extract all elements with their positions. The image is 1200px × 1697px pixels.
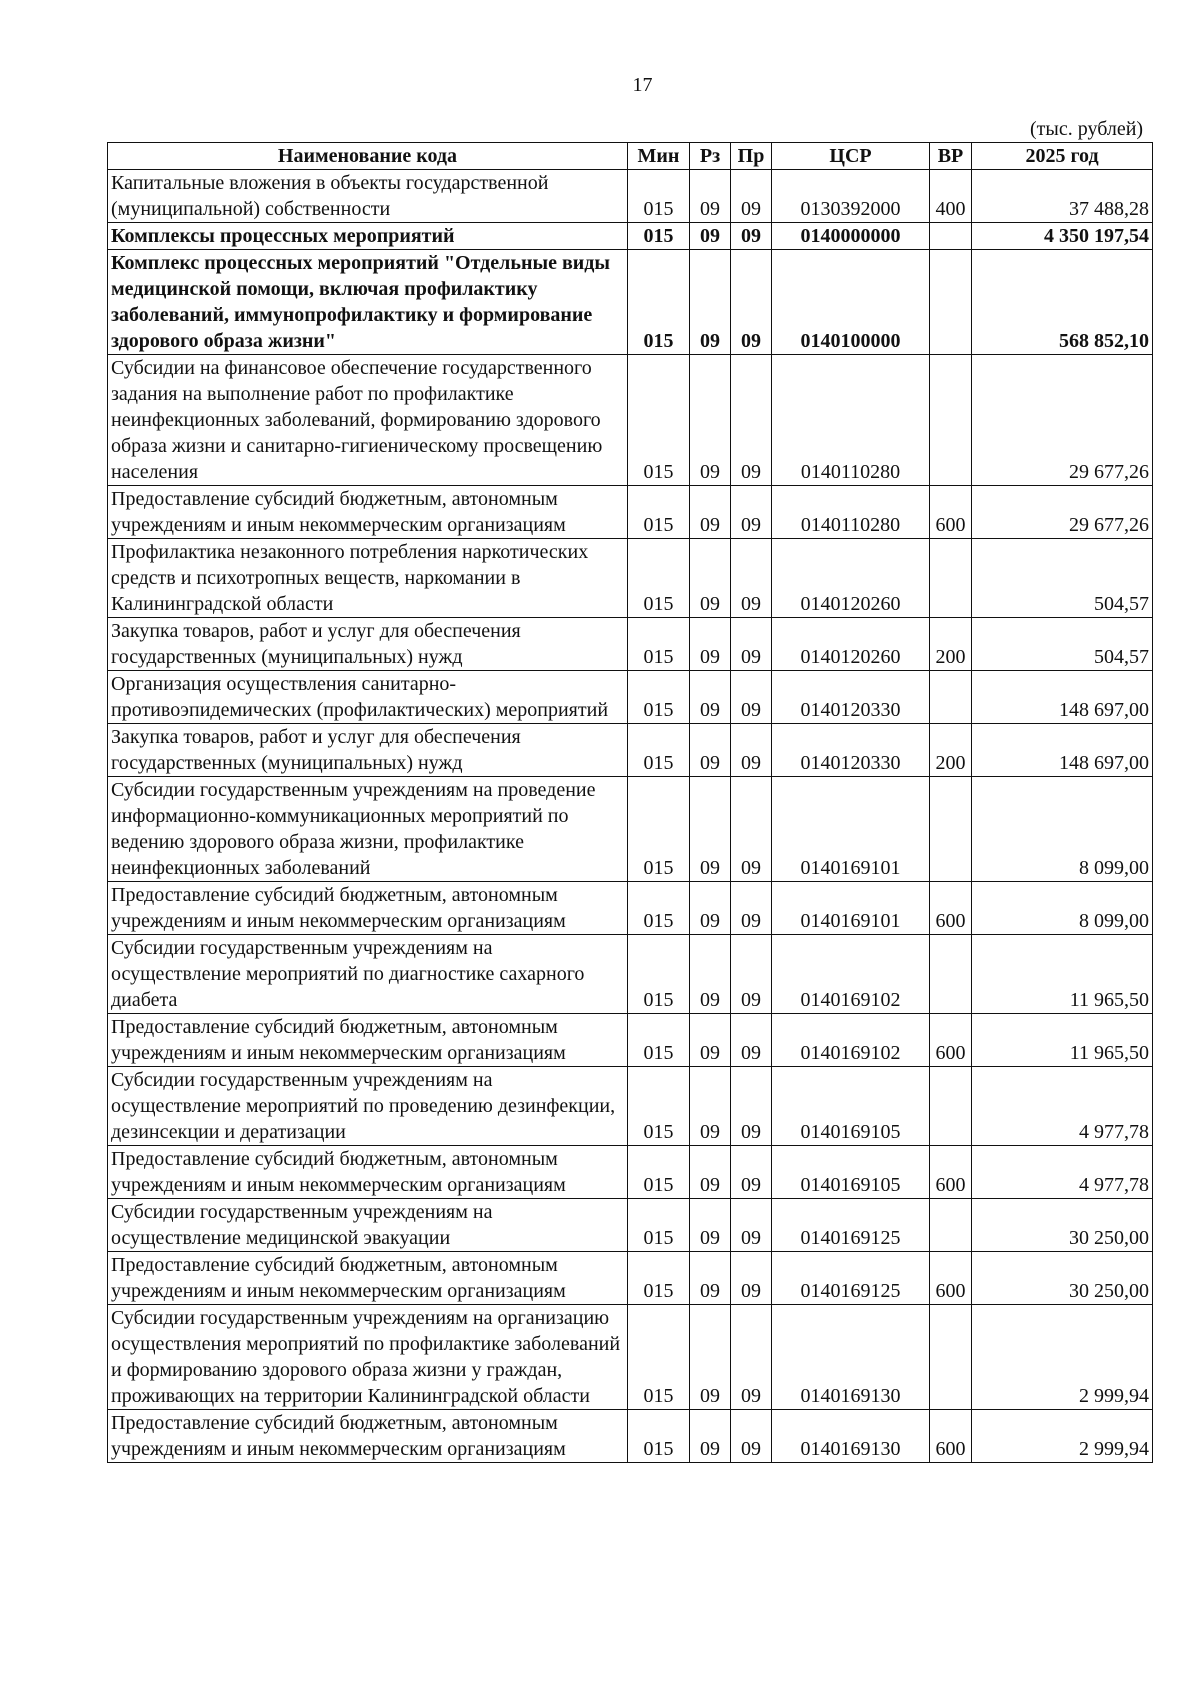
cell-name: Субсидии государственным учреждениям на проведение информационно-коммуникационных мероприятий по ведению здорового образа жизни, профилактике неинфекционных заболеваний [108,777,628,882]
cell-csr: 0140169130 [772,1305,930,1410]
cell-name: Профилактика незаконного потребления наркотических средств и психотропных веществ, наркомании в Калининградской области [108,539,628,618]
cell-pr: 09 [731,355,772,486]
cell-pr: 09 [731,170,772,223]
cell-pr: 09 [731,1305,772,1410]
cell-vr [930,671,972,724]
cell-amount: 4 977,78 [972,1146,1153,1199]
table-row [108,355,1153,486]
cell-csr: 0140120330 [772,671,930,724]
cell-rz: 09 [690,250,731,355]
cell-csr: 0140169125 [772,1252,930,1305]
cell-min: 015 [628,882,690,935]
cell-csr: 0140169130 [772,1410,930,1463]
cell-pr: 09 [731,1199,772,1252]
cell-csr: 0140110280 [772,355,930,486]
header-rz: Рз [690,143,731,170]
cell-rz: 09 [690,618,731,671]
cell-vr: 400 [930,170,972,223]
cell-pr: 09 [731,1067,772,1146]
cell-pr: 09 [731,1146,772,1199]
cell-amount: 8 099,00 [972,777,1153,882]
cell-pr: 09 [731,882,772,935]
table-row [108,1410,1153,1463]
cell-rz: 09 [690,935,731,1014]
cell-amount: 37 488,28 [972,170,1153,223]
cell-pr: 09 [731,618,772,671]
cell-csr: 0140120330 [772,724,930,777]
cell-csr: 0140120260 [772,618,930,671]
cell-min: 015 [628,1305,690,1410]
cell-rz: 09 [690,1146,731,1199]
cell-name: Предоставление субсидий бюджетным, автономным учреждениям и иным некоммерческим организациям [108,1146,628,1199]
cell-vr [930,355,972,486]
cell-min: 015 [628,1252,690,1305]
cell-csr: 0140169102 [772,935,930,1014]
cell-pr: 09 [731,724,772,777]
cell-min: 015 [628,486,690,539]
cell-rz: 09 [690,539,731,618]
cell-csr: 0140169102 [772,1014,930,1067]
cell-vr [930,1305,972,1410]
units-label: (тыс. рублей) [1030,118,1144,140]
table-row [108,618,1153,671]
cell-pr: 09 [731,1410,772,1463]
cell-min: 015 [628,1014,690,1067]
cell-rz: 09 [690,355,731,486]
cell-vr: 600 [930,1014,972,1067]
cell-amount: 568 852,10 [972,250,1153,355]
cell-pr: 09 [731,671,772,724]
cell-vr [930,1199,972,1252]
cell-name: Предоставление субсидий бюджетным, автономным учреждениям и иным некоммерческим организациям [108,1410,628,1463]
cell-vr [930,539,972,618]
cell-amount: 4 350 197,54 [972,223,1153,250]
table-row [108,223,1153,250]
cell-csr: 0140100000 [772,250,930,355]
cell-rz: 09 [690,777,731,882]
table-row [108,170,1153,223]
cell-rz: 09 [690,223,731,250]
cell-name: Комплексы процессных мероприятий [108,223,628,250]
cell-pr: 09 [731,1252,772,1305]
cell-name: Предоставление субсидий бюджетным, автономным учреждениям и иным некоммерческим организациям [108,1014,628,1067]
table-row [108,1252,1153,1305]
cell-min: 015 [628,1146,690,1199]
table-row [108,935,1153,1014]
cell-amount: 2 999,94 [972,1305,1153,1410]
cell-amount: 2 999,94 [972,1410,1153,1463]
table-row [108,882,1153,935]
cell-name: Субсидии государственным учреждениям на организацию осуществления мероприятий по профилактике заболеваний и формированию здорового образа жизни у граждан, проживающих на территории Калининградской области [108,1305,628,1410]
cell-vr: 200 [930,618,972,671]
cell-csr: 0130392000 [772,170,930,223]
cell-name: Субсидии государственным учреждениям на осуществление мероприятий по проведению дезинфекции, дезинсекции и дератизации [108,1067,628,1146]
cell-min: 015 [628,1067,690,1146]
table-row [108,671,1153,724]
cell-pr: 09 [731,539,772,618]
cell-rz: 09 [690,1305,731,1410]
cell-csr: 0140169125 [772,1199,930,1252]
cell-vr: 600 [930,486,972,539]
cell-amount: 8 099,00 [972,882,1153,935]
cell-name: Закупка товаров, работ и услуг для обеспечения государственных (муниципальных) нужд [108,724,628,777]
table-row [108,1199,1153,1252]
cell-vr [930,250,972,355]
cell-pr: 09 [731,935,772,1014]
cell-rz: 09 [690,882,731,935]
cell-min: 015 [628,355,690,486]
cell-vr: 600 [930,882,972,935]
cell-amount: 30 250,00 [972,1252,1153,1305]
cell-min: 015 [628,618,690,671]
table-body [108,170,1153,1463]
cell-rz: 09 [690,1014,731,1067]
cell-vr: 600 [930,1146,972,1199]
cell-amount: 148 697,00 [972,724,1153,777]
cell-min: 015 [628,935,690,1014]
cell-amount: 148 697,00 [972,671,1153,724]
cell-amount: 29 677,26 [972,486,1153,539]
budget-table [107,142,1153,1463]
cell-pr: 09 [731,777,772,882]
cell-name: Субсидии государственным учреждениям на осуществление мероприятий по диагностике сахарного диабета [108,935,628,1014]
table-row [108,1014,1153,1067]
table-row [108,777,1153,882]
cell-min: 015 [628,671,690,724]
cell-rz: 09 [690,170,731,223]
cell-min: 015 [628,1410,690,1463]
header-pr: Пр [731,143,772,170]
header-csr: ЦСР [772,143,930,170]
cell-min: 015 [628,250,690,355]
header-year: 2025 год [972,143,1153,170]
cell-vr: 600 [930,1410,972,1463]
cell-csr: 0140169101 [772,882,930,935]
cell-csr: 0140169101 [772,777,930,882]
page-number: 17 [632,74,653,96]
cell-pr: 09 [731,223,772,250]
cell-min: 015 [628,170,690,223]
table-row [108,250,1153,355]
table-row [108,486,1153,539]
cell-min: 015 [628,223,690,250]
cell-csr: 0140000000 [772,223,930,250]
cell-amount: 29 677,26 [972,355,1153,486]
header-vr: ВР [930,143,972,170]
cell-name: Закупка товаров, работ и услуг для обеспечения государственных (муниципальных) нужд [108,618,628,671]
cell-amount: 11 965,50 [972,935,1153,1014]
cell-pr: 09 [731,486,772,539]
cell-rz: 09 [690,486,731,539]
cell-name: Организация осуществления санитарно-противоэпидемических (профилактических) мероприятий [108,671,628,724]
cell-rz: 09 [690,1067,731,1146]
table-row [108,1067,1153,1146]
cell-vr [930,223,972,250]
table-row [108,539,1153,618]
cell-name: Субсидии на финансовое обеспечение государственного задания на выполнение работ по профилактике неинфекционных заболеваний, формированию здорового образа жизни и санитарно-гигиеническому просвещению населения [108,355,628,486]
cell-csr: 0140120260 [772,539,930,618]
cell-rz: 09 [690,1252,731,1305]
cell-vr [930,777,972,882]
cell-min: 015 [628,1199,690,1252]
cell-amount: 504,57 [972,618,1153,671]
cell-vr [930,935,972,1014]
header-row [108,143,1153,170]
cell-rz: 09 [690,724,731,777]
cell-name: Субсидии государственным учреждениям на осуществление медицинской эвакуации [108,1199,628,1252]
cell-name: Предоставление субсидий бюджетным, автономным учреждениям и иным некоммерческим организациям [108,1252,628,1305]
cell-name: Комплекс процессных мероприятий "Отдельные виды медицинской помощи, включая профилактику заболеваний, иммунопрофилактику и формирование здорового образа жизни" [108,250,628,355]
header-min: Мин [628,143,690,170]
table-row [108,724,1153,777]
cell-name: Предоставление субсидий бюджетным, автономным учреждениям и иным некоммерческим организациям [108,486,628,539]
cell-amount: 4 977,78 [972,1067,1153,1146]
header-name: Наименование кода [108,143,628,170]
cell-vr: 200 [930,724,972,777]
cell-name: Предоставление субсидий бюджетным, автономным учреждениям и иным некоммерческим организациям [108,882,628,935]
cell-amount: 30 250,00 [972,1199,1153,1252]
table-row [108,1146,1153,1199]
cell-amount: 504,57 [972,539,1153,618]
cell-csr: 0140169105 [772,1067,930,1146]
cell-rz: 09 [690,1410,731,1463]
cell-csr: 0140169105 [772,1146,930,1199]
cell-pr: 09 [731,1014,772,1067]
cell-vr [930,1067,972,1146]
cell-min: 015 [628,724,690,777]
cell-min: 015 [628,777,690,882]
cell-name: Капитальные вложения в объекты государственной (муниципальной) собственности [108,170,628,223]
cell-amount: 11 965,50 [972,1014,1153,1067]
cell-rz: 09 [690,671,731,724]
cell-vr: 600 [930,1252,972,1305]
cell-rz: 09 [690,1199,731,1252]
cell-csr: 0140110280 [772,486,930,539]
cell-pr: 09 [731,250,772,355]
table-row [108,1305,1153,1410]
cell-min: 015 [628,539,690,618]
